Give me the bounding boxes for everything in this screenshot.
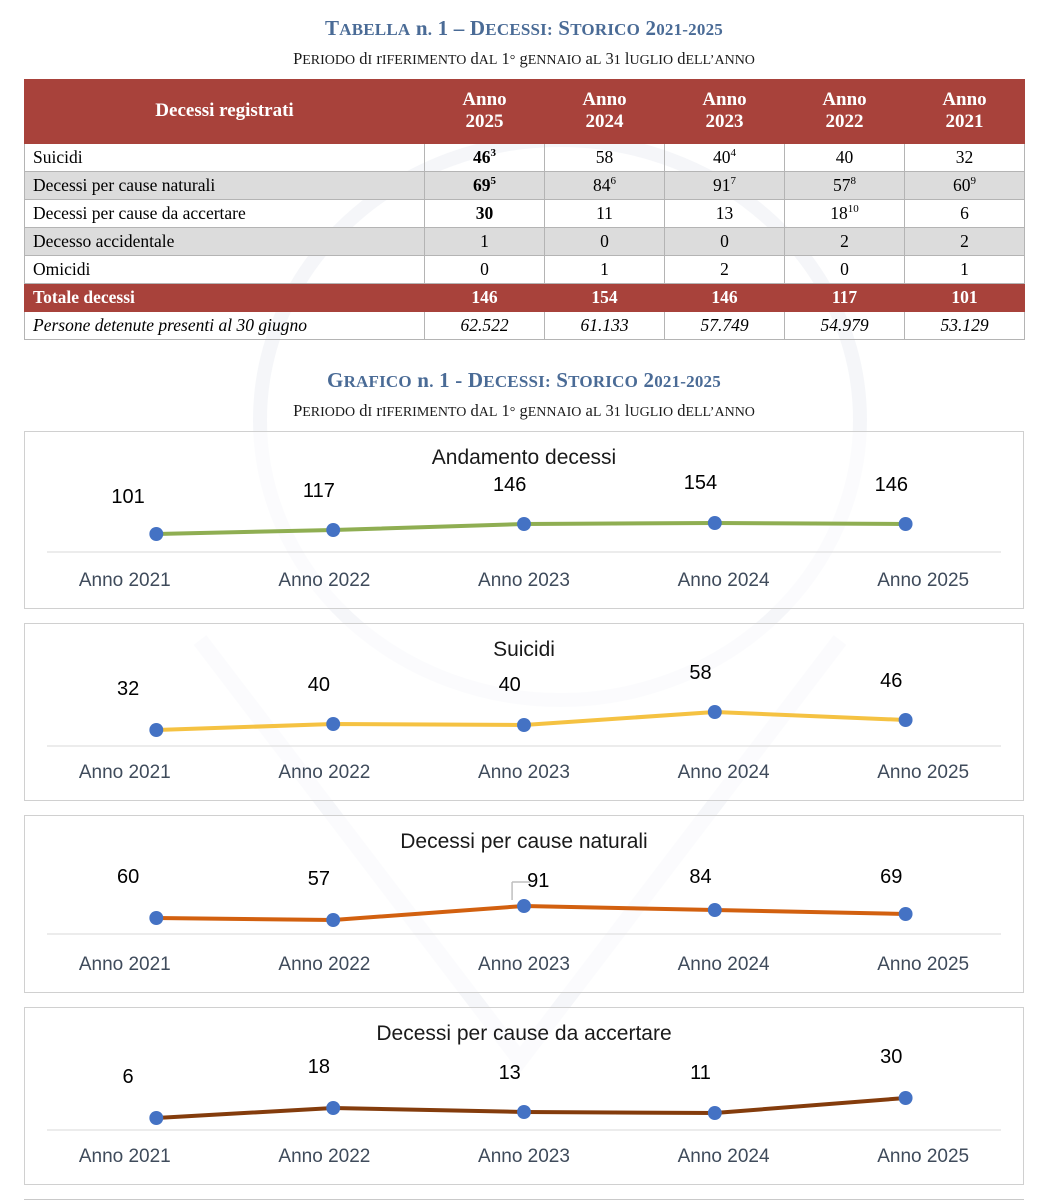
cell-value: 91 — [713, 174, 731, 195]
row-value: 2 — [905, 227, 1025, 255]
chart-0-title: Andamento decessi — [431, 445, 617, 469]
chart-2-label: 60 — [116, 865, 140, 888]
charts-container — [0, 431, 1048, 1185]
header-year: 2024 — [585, 111, 624, 133]
row-value: 2 — [665, 255, 785, 283]
header-year: 2022 — [825, 111, 864, 133]
chart-1-tick: Anno 2025 — [877, 761, 970, 783]
chart-0-plot — [47, 472, 1001, 568]
row-value — [785, 199, 905, 227]
table-total-row — [25, 283, 1025, 311]
chart-subtitle-text: PERIODO dI rIFERIMENTO dAL 1° gENNAIO aL 31 lUGLIO dELL’ANNO — [293, 400, 755, 420]
header-year: 2021 — [945, 111, 984, 133]
row-value — [905, 143, 1025, 171]
chart-2-tick: Anno 2025 — [877, 953, 970, 975]
total-value: 117 — [785, 283, 905, 311]
chart-1-tick: Anno 2022 — [278, 761, 371, 783]
chart-3-tick: Anno 2021 — [78, 1145, 171, 1167]
footnote-ref: 9 — [970, 174, 976, 187]
total-value: 146 — [425, 283, 545, 311]
cell-value: 32 — [955, 146, 974, 167]
chart-0-label: 146 — [874, 473, 908, 496]
table-row — [25, 255, 1025, 283]
chart-3-title: Decessi per cause da accertare — [376, 1021, 672, 1045]
header-year: 2025 — [465, 111, 504, 133]
chart-2-label: 84 — [689, 865, 712, 888]
present-value: 61.133 — [545, 311, 665, 339]
present-label: Persone detenute presenti al 30 giugno — [25, 311, 425, 339]
footnote-ref: 7 — [730, 174, 736, 187]
row-value — [425, 143, 545, 171]
row-value — [425, 199, 545, 227]
chart-3-tick: Anno 2023 — [478, 1145, 570, 1167]
chart-2-tick: Anno 2021 — [78, 953, 171, 975]
table-row — [25, 143, 1025, 171]
chart-2-tick: Anno 2022 — [278, 953, 371, 975]
chart-0-tick: Anno 2023 — [478, 569, 570, 591]
table-wrapper — [0, 79, 1048, 340]
table-header-year-2021 — [905, 80, 1025, 144]
chart-0-axis — [25, 568, 1023, 608]
chart-2-label: 91 — [527, 869, 550, 892]
row-value: 1 — [425, 227, 545, 255]
cell-value: 30 — [475, 202, 494, 223]
chart-2-svg — [47, 856, 1001, 952]
header-word: Anno — [942, 89, 987, 110]
chart-2-tick: Anno 2024 — [677, 953, 770, 975]
row-value — [545, 143, 665, 171]
chart-3-label: 13 — [498, 1061, 521, 1084]
chart-0-tick: Anno 2025 — [877, 569, 970, 591]
footnote-ref: 4 — [730, 146, 736, 159]
header-word: Anno — [582, 89, 627, 110]
chart-3-label: 11 — [690, 1061, 711, 1084]
chart-3-tick: Anno 2022 — [278, 1145, 371, 1167]
row-value: 1 — [545, 255, 665, 283]
row-value — [425, 171, 545, 199]
chart-3-tick: Anno 2024 — [677, 1145, 770, 1167]
row-value — [545, 199, 665, 227]
footnote-ref: 8 — [850, 174, 856, 187]
total-value: 154 — [545, 283, 665, 311]
row-value: 2 — [785, 227, 905, 255]
total-value: 101 — [905, 283, 1025, 311]
chart-cause-da-accertare — [24, 1007, 1024, 1185]
chart-3-axis — [25, 1144, 1023, 1184]
table-title — [0, 0, 1048, 41]
row-value — [665, 143, 785, 171]
cell-value: 60 — [953, 174, 971, 195]
table-header-year-2024 — [545, 80, 665, 144]
footnote-ref: 6 — [610, 174, 616, 187]
chart-1-label: 46 — [880, 669, 903, 692]
chart-2-title: Decessi per cause naturali — [400, 829, 648, 853]
table-header-first: Decessi registrati — [25, 80, 425, 144]
chart-andamento-decessi — [24, 431, 1024, 609]
row-value — [665, 171, 785, 199]
table-row — [25, 199, 1025, 227]
cell-value: 13 — [715, 202, 734, 223]
header-word: Anno — [822, 89, 867, 110]
cell-value: 69 — [473, 174, 491, 195]
table-header-year-2025 — [425, 80, 545, 144]
table-subtitle-text: PERIODO dI rIFERIMENTO dAL 1° gENNAIO aL 31 lUGLIO dELL’ANNO — [293, 49, 755, 68]
total-value: 146 — [665, 283, 785, 311]
chart-1-plot — [47, 661, 1001, 760]
table-title-text: TABELLA n. 1 – DECESSI: STORICO 2021-2025 — [325, 16, 723, 40]
cell-value: 46 — [473, 146, 491, 167]
row-label: Decesso accidentale — [25, 227, 425, 255]
cell-value: 84 — [593, 174, 611, 195]
table-header-year-2023 — [665, 80, 785, 144]
table-present-row — [25, 311, 1025, 339]
footnote-ref: 5 — [490, 174, 496, 187]
chart-1-svg — [47, 661, 1001, 760]
row-label: Decessi per cause naturali — [25, 171, 425, 199]
footnote-ref: 3 — [490, 146, 496, 159]
header-year: 2023 — [705, 111, 744, 133]
cell-value: 58 — [595, 146, 614, 167]
chart-0-tick: Anno 2021 — [78, 569, 171, 591]
chart-0-label: 146 — [493, 473, 527, 496]
header-word: Anno — [702, 89, 747, 110]
chart-title-text: GRAFICO n. 1 - DECESSI: STORICO 2021-2025 — [327, 367, 721, 392]
table-header-row — [25, 80, 1025, 144]
table-subtitle — [0, 49, 1048, 69]
chart-1-label: 32 — [116, 677, 140, 700]
chart-3-label: 6 — [122, 1065, 134, 1088]
total-label: Totale decessi — [25, 283, 425, 311]
row-value: 0 — [545, 227, 665, 255]
row-value: 1 — [905, 255, 1025, 283]
present-value: 53.129 — [905, 311, 1025, 339]
cell-value: 57 — [833, 174, 851, 195]
row-value — [785, 171, 905, 199]
chart-0-label: 101 — [111, 485, 145, 508]
cell-value: 40 — [835, 146, 854, 167]
chart-3-plot — [47, 1045, 1001, 1144]
chart-1-label: 58 — [689, 661, 712, 684]
chart-0-tick: Anno 2022 — [278, 569, 371, 591]
row-value: 0 — [785, 255, 905, 283]
cell-value: 11 — [596, 202, 613, 223]
chart-3-label: 30 — [880, 1045, 903, 1068]
chart-2-tick: Anno 2023 — [478, 953, 570, 975]
deaths-table — [24, 79, 1025, 340]
chart-3-label: 18 — [307, 1055, 330, 1078]
chart-1-tick: Anno 2021 — [78, 761, 171, 783]
chart-title — [0, 340, 1048, 393]
row-value — [785, 143, 905, 171]
cell-value: 6 — [960, 202, 969, 223]
chart-2-axis — [25, 952, 1023, 992]
chart-1-axis — [25, 760, 1023, 800]
cell-value: 40 — [713, 146, 731, 167]
chart-1-label: 40 — [498, 673, 521, 696]
chart-3-tick: Anno 2025 — [877, 1145, 970, 1167]
table-row — [25, 171, 1025, 199]
row-label: Decessi per cause da accertare — [25, 199, 425, 227]
chart-subtitle — [0, 401, 1048, 421]
chart-cause-naturali — [24, 815, 1024, 993]
chart-2-label: 57 — [307, 867, 330, 890]
header-word: Anno — [462, 89, 507, 110]
chart-suicidi — [24, 623, 1024, 801]
cell-value: 18 — [830, 202, 848, 223]
present-value: 54.979 — [785, 311, 905, 339]
chart-3-svg — [47, 1045, 1001, 1144]
row-value — [905, 199, 1025, 227]
chart-0-label: 117 — [302, 479, 335, 502]
row-value: 0 — [665, 227, 785, 255]
chart-1-tick: Anno 2024 — [677, 761, 770, 783]
table-row — [25, 227, 1025, 255]
row-value — [905, 171, 1025, 199]
table-header-year-2022 — [785, 80, 905, 144]
chart-1-title: Suicidi — [493, 637, 555, 661]
chart-1-label: 40 — [307, 673, 330, 696]
present-value: 62.522 — [425, 311, 545, 339]
row-label: Suicidi — [25, 143, 425, 171]
chart-0-tick: Anno 2024 — [677, 569, 770, 591]
chart-0-svg — [47, 472, 1001, 568]
present-value: 57.749 — [665, 311, 785, 339]
row-value — [665, 199, 785, 227]
row-value — [545, 171, 665, 199]
chart-2-label: 69 — [880, 865, 903, 888]
chart-1-tick: Anno 2023 — [478, 761, 570, 783]
row-value: 0 — [425, 255, 545, 283]
footnote-ref: 10 — [847, 202, 859, 215]
row-label: Omicidi — [25, 255, 425, 283]
chart-2-plot — [47, 856, 1001, 952]
chart-0-label: 154 — [683, 471, 718, 494]
